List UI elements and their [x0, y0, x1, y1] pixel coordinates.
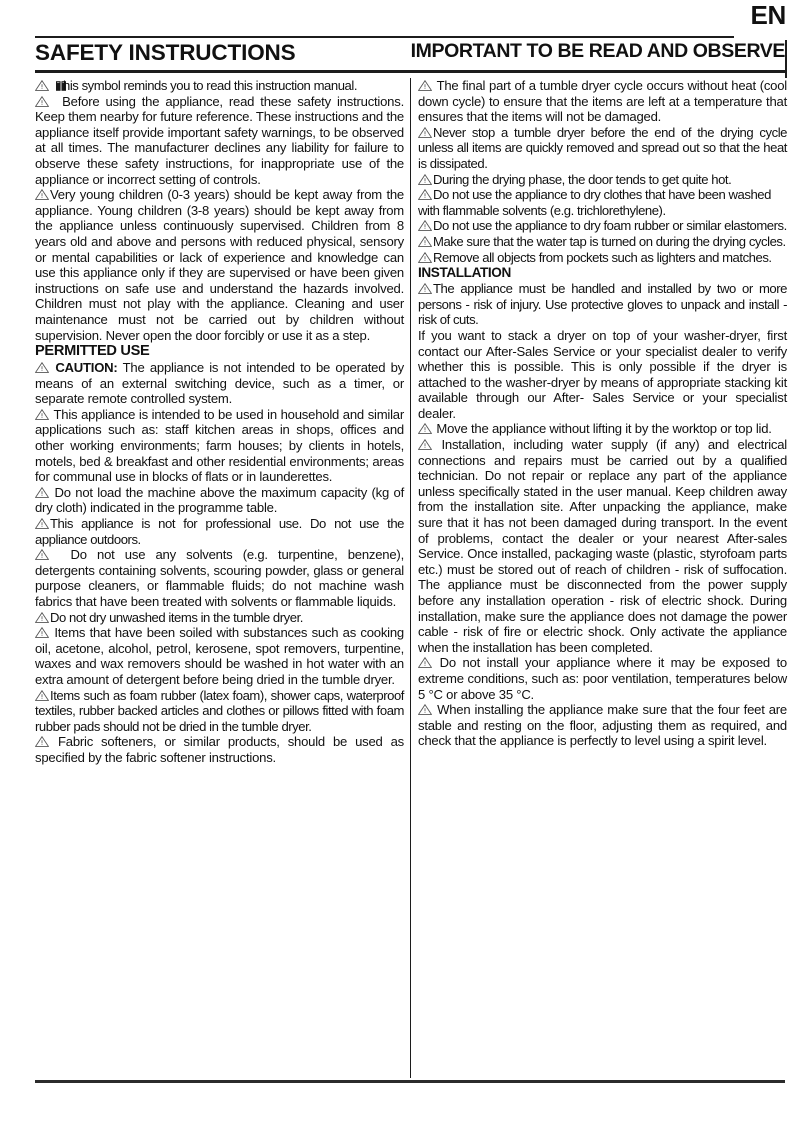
paragraph-text: Do not use any solvents (e.g. turpentine, benzene), detergents containing solvents, scouring powder, glass or general purpose cleaners, or flammable fluids; do not machine wash fabrics that have been treated with solvents or flammable liquids.: [35, 547, 404, 609]
paragraph-four-feet-level: [418, 702, 787, 749]
paragraph-no-foam-rubber: [418, 218, 787, 234]
left-column: [35, 78, 404, 766]
paragraph-text: Make sure that the water tap is turned on during the drying cycles.: [433, 233, 786, 249]
paragraph-text: Do not use the appliance to dry clothes that have been washed with flammable solvents (e.g. trichlorethylene).: [418, 187, 771, 218]
warning-triangle-icon: [35, 549, 49, 560]
paragraph-stacking-kit: If you want to stack a dryer on top of your washer-dryer, first contact our After-Sales Service or your specialist dealer to verify whether this is possible. This is only possible if the dryer is attached to the washer-dryer by means of appropriate stacking kit available through our After- Sales Service or your specialist dealer.: [418, 327, 787, 421]
paragraph-remove-pocket-objects: [418, 250, 787, 266]
paragraph-children-safety: [35, 187, 404, 343]
paragraph-text: Do not use the appliance to dry foam rubber or similar elastomers.: [433, 218, 787, 234]
header-bottom-rule: [35, 70, 785, 73]
paragraph-fabric-softeners: [35, 734, 404, 765]
warning-triangle-icon: [35, 409, 49, 420]
paragraph-caution-external-device: [35, 360, 404, 407]
paragraph-text: The final part of a tumble dryer cycle occurs without heat (cool down cycle) to ensure that the items are left at a temperature that ensures that the items will not be damaged.: [418, 78, 787, 125]
paragraph-text: Do not install your appliance where it may be exposed to extreme conditions, such as: poor ventilation, temperatures below 5 °C or above 35 °C.: [418, 655, 787, 702]
paragraph-text: Before using the appliance, read these safety instructions. Keep them nearby for future reference. These instructions and the appliance itself provide important safety warnings, to be observed at all times. The manufacturer declines any liability for failure to observe these safety instructions, for inappropriate use of the appliance or incorrect setting of controls.: [35, 93, 404, 187]
warning-triangle-icon: [418, 127, 432, 138]
warning-triangle-icon: [418, 189, 432, 200]
paragraph-text: Installation, including water supply (if any) and electrical connections and repairs must be carried out by a qualified technician. Do not repair or replace any part of the appliance unless specifically stated in the user manual. Keep children away from the installation site. After unpacking the appliance, make sure that it has not been damaged during transport. In the event of problems, contact the dealer or your nearest After-sales Service. Once installed, packaging waste (plastic, styrofoam parts etc.) must be stored out of reach of children - risk of suffocation. The appliance must be disconnected from the power supply before any installation operation - risk of electric shock. During installation, make sure the appliance does not damage the power cable - risk of fire or electric shock. Only activate the appliance when the installation has been completed.: [418, 437, 787, 655]
warning-triangle-icon: [418, 657, 432, 668]
paragraph-move-appliance: [418, 421, 787, 437]
paragraph-text: Fabric softeners, or similar products, should be used as specified by the fabric softener instructions.: [35, 734, 404, 765]
warning-triangle-icon: [35, 487, 49, 498]
paragraph-text: Never stop a tumble dryer before the end of the drying cycle unless all items are quickly removed and spread out so that the heat is dissipated.: [418, 124, 787, 171]
warning-triangle-icon: [418, 439, 432, 450]
header-right-edge-tick: [785, 40, 787, 78]
warning-triangle-icon: [35, 362, 49, 373]
paragraph-intended-household-use: [35, 407, 404, 485]
paragraph-door-hot: [418, 172, 787, 188]
page-subtitle: IMPORTANT TO BE READ AND OBSERVE: [410, 40, 785, 62]
warning-triangle-icon: [35, 690, 49, 701]
warning-triangle-icon: [418, 220, 432, 231]
paragraph-no-unwashed-items: [35, 610, 404, 626]
warning-triangle-icon: [418, 423, 432, 434]
paragraph-extreme-conditions: [418, 655, 787, 702]
paragraph-max-capacity: [35, 485, 404, 516]
warning-triangle-icon: [418, 174, 432, 185]
paragraph-symbol-reminder: [35, 78, 404, 94]
paragraph-foam-rubber-items: [35, 688, 404, 735]
column-divider: [410, 78, 411, 1078]
paragraph-text: Move the appliance without lifting it by the worktop or top lid.: [436, 421, 772, 437]
paragraph-installation-qualified-technician: [418, 437, 787, 655]
paragraph-not-professional-use: [35, 516, 404, 547]
warning-triangle-icon: [35, 627, 49, 638]
section-heading-permitted-use: PERMITTED USE: [35, 343, 150, 360]
paragraph-text: This appliance is intended to be used in household and similar applications such as: staff kitchen areas in shops, offices and other working environments; farm houses; by clients in hotels, motels, bed & breakfast and other residential environments; areas for communal use in blocks of flats or in launderettes.: [35, 406, 404, 485]
paragraph-text: Items that have been soiled with substances such as cooking oil, acetone, alcohol, petrol, kerosene, spot removers, turpentine, waxes and wax removers should be washed in hot water with an extra amount of detergent before being dried in the tumble dryer.: [35, 625, 404, 687]
warning-triangle-icon: [418, 283, 432, 294]
paragraph-text: his symbol reminds you to read this instruction manual.: [63, 78, 358, 93]
paragraph-no-solvents: [35, 547, 404, 609]
section-heading-installation: INSTALLATION: [418, 265, 511, 281]
warning-triangle-icon: [35, 96, 49, 107]
caution-label: CAUTION:: [55, 360, 118, 376]
document-header: [35, 40, 786, 70]
page-title: SAFETY INSTRUCTIONS: [35, 40, 296, 65]
paragraph-text: Do not load the machine above the maximum capacity (kg of dry cloth) indicated in the programme table.: [35, 484, 405, 516]
two-column-body: [35, 78, 787, 1078]
warning-triangle-icon: [418, 80, 432, 91]
paragraph-text: This appliance is not for professional use. Do not use the appliance outdoors.: [35, 516, 404, 547]
paragraph-never-stop-dryer: [418, 125, 787, 172]
warning-triangle-icon: [35, 189, 49, 200]
paragraph-handled-by-two-persons: [418, 281, 787, 328]
paragraph-soiled-items: [35, 625, 404, 687]
paragraph-text: When installing the appliance make sure that the four feet are stable and resting on the floor, adjusting them as required, and check that the appliance is perfectly to level using a spirit level.: [418, 702, 787, 749]
paragraph-before-using: [35, 94, 404, 188]
paragraph-cool-down-cycle: [418, 78, 787, 125]
paragraph-no-flammable-solvent-clothes: [418, 187, 787, 218]
footer-rule: [35, 1080, 785, 1083]
warning-triangle-icon: [35, 736, 49, 747]
paragraph-text: During the drying phase, the door tends to get quite hot.: [433, 171, 732, 187]
paragraph-text: Remove all objects from pockets such as lighters and matches.: [433, 249, 772, 265]
language-code: EN: [750, 0, 786, 30]
right-column: [418, 78, 787, 749]
paragraph-text: Items such as foam rubber (latex foam), shower caps, waterproof textiles, rubber backed articles and clothes or pillows fitted with foam rubber pads should not be dried in the tumble dryer.: [35, 687, 404, 734]
warning-triangle-icon: [418, 252, 432, 263]
paragraph-text: Do not dry unwashed items in the tumble dryer.: [50, 609, 303, 625]
warning-triangle-icon: [418, 704, 432, 715]
paragraph-text: The appliance is not intended to be operated by means of an external switching device, such as a timer, or separate remote controlled system.: [35, 360, 405, 407]
warning-triangle-icon: [35, 80, 49, 91]
warning-triangle-icon: [35, 518, 49, 529]
paragraph-text: The appliance must be handled and installed by two or more persons - risk of injury. Use protective gloves to unpack and install - risk of cuts.: [418, 281, 787, 328]
header-top-rule: [35, 36, 734, 38]
warning-triangle-icon: [418, 236, 432, 247]
warning-triangle-icon: [35, 612, 49, 623]
paragraph-water-tap-on: [418, 234, 787, 250]
paragraph-text: Very young children (0-3 years) should be kept away from the appliance. Young children (3-8 years) should be kept away from the appliance unless continuously supervised. Children from 8 years old and above and persons with reduced physical, sensory or mental capabilities or lack of experience and knowledge can use this appliance only if they are supervised or have been given instructions on safe use and understand the hazards involved. Children must not play with the appliance. Cleaning and user maintenance must not be carried out by children without supervision. Never open the door forcibly or use it as a step.: [35, 187, 404, 343]
